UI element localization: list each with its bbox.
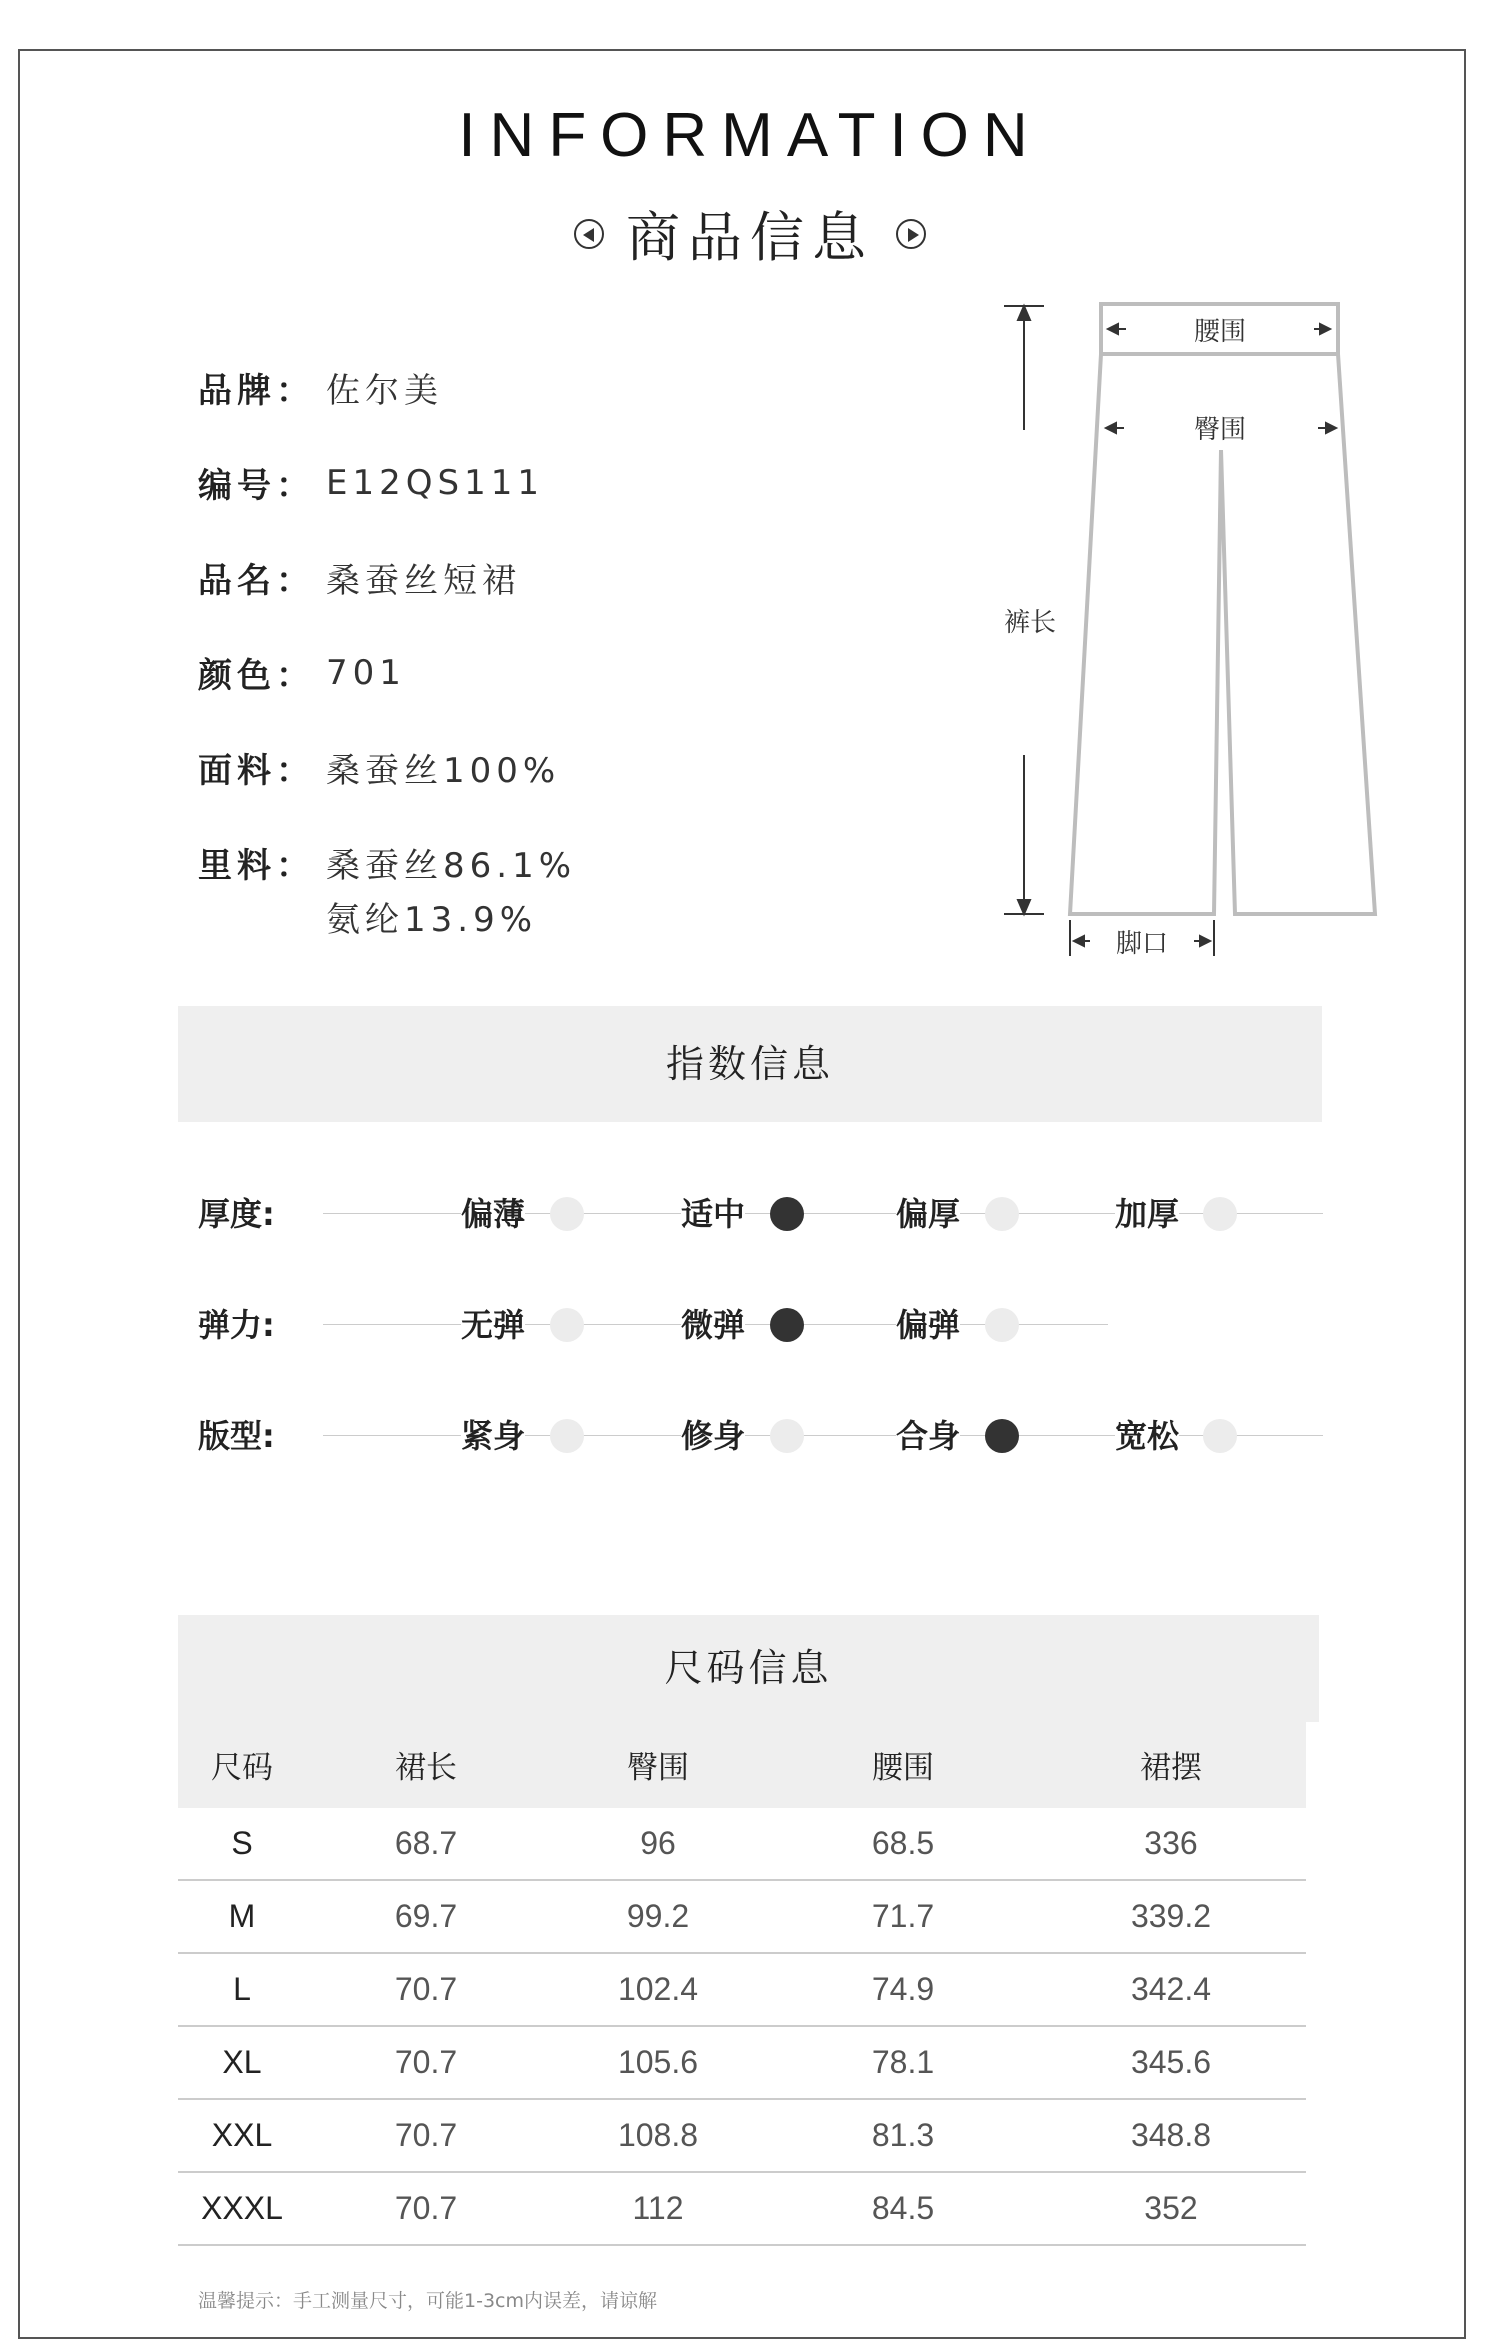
index-option: 修身 <box>681 1417 746 1455</box>
index-dot-selected <box>770 1197 804 1231</box>
index-option: 偏弹 <box>896 1306 961 1344</box>
size-table <box>178 1720 1306 2246</box>
info-row-color <box>198 625 576 720</box>
index-row-thickness <box>198 1194 1318 1234</box>
index-label: 厚度: <box>198 1195 275 1233</box>
hip-arrow-right-head <box>1326 423 1336 433</box>
size-section-title: 尺码信息 <box>664 1646 833 1690</box>
index-option: 宽松 <box>1115 1417 1180 1455</box>
info-key: 里料： <box>198 846 315 886</box>
info-key: 面料： <box>198 751 315 791</box>
waist-arrow-left-head <box>1108 324 1118 334</box>
table-cell: 96 <box>546 1808 770 1880</box>
table-row <box>178 2172 1306 2245</box>
table-cell: S <box>178 1808 306 1880</box>
hip-arrow-left-head <box>1106 423 1116 433</box>
index-dot <box>770 1419 804 1453</box>
table-cell: 68.5 <box>770 1808 1036 1880</box>
column-header: 裙摆 <box>1036 1720 1306 1808</box>
index-dot <box>1203 1197 1237 1231</box>
index-label: 弹力: <box>198 1306 275 1344</box>
info-value: 佐尔美 <box>326 371 443 411</box>
index-dot <box>550 1419 584 1453</box>
table-cell: 339.2 <box>1036 1880 1306 1953</box>
pants-measure-diagram <box>960 290 1400 990</box>
index-option: 合身 <box>896 1417 961 1455</box>
table-cell: 336 <box>1036 1808 1306 1880</box>
table-cell: 84.5 <box>770 2172 1036 2245</box>
table-cell: 112 <box>546 2172 770 2245</box>
page-subtitle <box>0 195 1500 272</box>
info-value: 桑蚕丝短裙 <box>326 561 521 601</box>
index-dot-selected <box>770 1308 804 1342</box>
left-arrow-circle-icon <box>574 219 604 249</box>
right-arrow-circle-icon <box>896 219 926 249</box>
table-cell: 78.1 <box>770 2026 1036 2099</box>
table-row <box>178 1808 1306 1880</box>
index-row-elasticity <box>198 1305 1318 1345</box>
hem-label: 脚口 <box>1115 929 1169 959</box>
table-cell: 348.8 <box>1036 2099 1306 2172</box>
waist-label: 腰围 <box>1193 317 1247 347</box>
hem-arrow-right-head <box>1200 936 1210 946</box>
index-section-title: 指数信息 <box>665 1042 834 1086</box>
info-key: 品名： <box>198 561 315 601</box>
table-cell: 70.7 <box>306 2026 546 2099</box>
table-header-row <box>178 1720 1306 1808</box>
index-row-fit <box>198 1416 1318 1456</box>
index-dot <box>550 1197 584 1231</box>
info-row-name <box>198 530 576 625</box>
index-option: 无弹 <box>461 1306 526 1344</box>
table-row <box>178 1953 1306 2026</box>
table-cell: 68.7 <box>306 1808 546 1880</box>
info-key: 编号： <box>198 466 315 506</box>
info-key: 颜色： <box>198 656 315 696</box>
table-cell: 345.6 <box>1036 2026 1306 2099</box>
lining-extra-value: 氨纶13.9% <box>326 900 538 940</box>
column-header: 腰围 <box>770 1720 1036 1808</box>
table-row <box>178 2099 1306 2172</box>
pants-diagram-svg <box>960 290 1400 990</box>
index-option: 紧身 <box>461 1417 526 1455</box>
product-info-list <box>198 340 576 910</box>
column-header: 尺码 <box>178 1720 306 1808</box>
table-cell: 74.9 <box>770 1953 1036 2026</box>
info-value: E12QS111 <box>326 462 544 503</box>
column-header: 臀围 <box>546 1720 770 1808</box>
index-dot <box>985 1197 1019 1231</box>
measurement-note: 温馨提示：手工测量尺寸，可能1-3cm内误差，请谅解 <box>198 2290 657 2312</box>
table-cell: 70.7 <box>306 1953 546 2026</box>
index-option: 微弹 <box>681 1306 746 1344</box>
table-cell: 81.3 <box>770 2099 1036 2172</box>
table-cell: XXL <box>178 2099 306 2172</box>
table-cell: XL <box>178 2026 306 2099</box>
length-label: 裤长 <box>1003 608 1057 638</box>
index-label: 版型: <box>198 1417 275 1455</box>
info-key: 品牌： <box>198 371 315 411</box>
info-value: 桑蚕丝100% <box>326 751 561 791</box>
index-option: 偏薄 <box>461 1195 526 1233</box>
length-arrow-down-head <box>1018 900 1030 914</box>
table-cell: XXXL <box>178 2172 306 2245</box>
waist-arrow-right-head <box>1320 324 1330 334</box>
table-cell: L <box>178 1953 306 2026</box>
index-dot <box>1203 1419 1237 1453</box>
table-cell: 70.7 <box>306 2099 546 2172</box>
index-dot <box>550 1308 584 1342</box>
table-cell: 99.2 <box>546 1880 770 1953</box>
info-value: 701 <box>326 652 406 693</box>
table-cell: 105.6 <box>546 2026 770 2099</box>
index-dot-selected <box>985 1419 1019 1453</box>
hip-label: 臀围 <box>1193 415 1247 445</box>
table-row <box>178 2026 1306 2099</box>
info-row-brand <box>198 340 576 435</box>
column-header: 裙长 <box>306 1720 546 1808</box>
index-dot <box>985 1308 1019 1342</box>
table-cell: 69.7 <box>306 1880 546 1953</box>
hem-arrow-left-head <box>1074 936 1084 946</box>
table-cell: 71.7 <box>770 1880 1036 1953</box>
subtitle-text: 商品信息 <box>626 206 874 269</box>
table-cell: 102.4 <box>546 1953 770 2026</box>
table-row <box>178 1880 1306 1953</box>
table-cell: 70.7 <box>306 2172 546 2245</box>
index-option: 加厚 <box>1115 1195 1180 1233</box>
table-cell: M <box>178 1880 306 1953</box>
table-cell: 342.4 <box>1036 1953 1306 2026</box>
index-option: 适中 <box>681 1195 746 1233</box>
info-value: 桑蚕丝86.1% <box>326 846 577 886</box>
size-section-header <box>178 1615 1319 1722</box>
table-cell: 352 <box>1036 2172 1306 2245</box>
info-row-code <box>198 435 576 530</box>
page-title: INFORMATION <box>458 101 1042 170</box>
info-row-fabric <box>198 720 576 815</box>
index-option: 偏厚 <box>896 1195 961 1233</box>
index-section-header <box>178 1006 1322 1122</box>
table-cell: 108.8 <box>546 2099 770 2172</box>
length-arrow-up-head <box>1018 306 1030 320</box>
